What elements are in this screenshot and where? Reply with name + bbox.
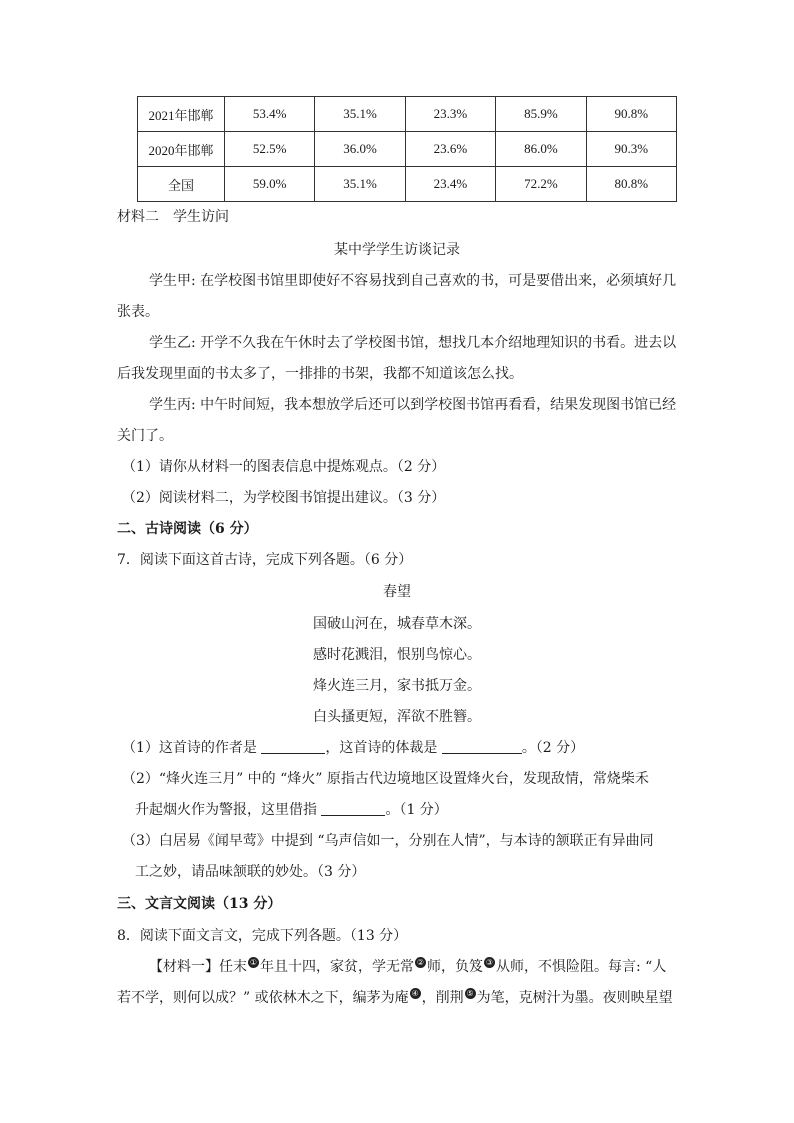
passage-text: 年且十四，家贫，学无常 [260,959,414,975]
table-cell: 59.0% [225,167,315,202]
table-cell: 36.0% [315,132,405,167]
table-row [138,132,677,167]
student-yi-line-2: 后我发现里面的书太多了，一排排的书架，我都不知道该怎么找。 [117,366,523,382]
question-7-3-line-2: 工之妙，请品味颔联的妙处。（3 分） [135,864,366,880]
question-text: 升起烟火作为警报，这里借指 [135,802,322,818]
table-row [138,97,677,132]
student-bing-line-1: 学生丙: 中午时间短，我本想放学后还可以到学校图书馆再看看，结果发现图书馆已经 [149,397,677,413]
answer-blank-genre[interactable] [442,739,522,754]
poem-line: 感时花溅泪，恨别鸟惊心。 [313,647,481,663]
section-two-heading: 二、古诗阅读（6 分） [117,521,258,537]
passage-text: 为笔，克树汁为墨。夜则映星望 [476,990,673,1006]
table-cell: 86.0% [496,132,586,167]
passage-line-1 [149,957,666,977]
footnote-marker: ② [416,958,425,967]
question-text: （1）这首诗的作者是 [122,740,262,756]
question-text: 。（1 分） [385,802,448,818]
question-text: ，这首诗的体裁是 [325,740,442,756]
row-label: 2020年邯郸 [138,132,225,167]
table-cell: 23.4% [405,167,495,202]
table-cell: 72.2% [496,167,586,202]
footnote-marker: ③ [485,958,494,967]
material-two-heading: 材料二 学生访问 [117,209,229,225]
question-7-2-line-2 [135,800,448,820]
answer-blank-beacon[interactable] [321,801,385,816]
question-7-3-line-1: （3）白居易《闻早莺》中提到 “乌声信如一，分别在人情”，与本诗的颔联正有异曲同 [122,833,654,849]
row-label: 2021年邯郸 [138,97,225,132]
student-jia-line-1: 学生甲: 在学校图书馆里即使好不容易找到自己喜欢的书，可是要借出来，必须填好几 [149,273,677,289]
passage-text: 师，负笈 [427,959,483,975]
passage-text: 【材料一】任末 [149,959,247,975]
table-cell: 90.8% [586,97,676,132]
interview-title: 某中学学生访谈记录 [334,242,460,258]
passage-line-2 [117,988,673,1008]
table-row [138,167,677,202]
question-7-2-line-1: （2）“烽火连三月” 中的 “烽火” 原指古代边境地区设置烽火台，发现敌情，常烧柴禾 [122,771,649,787]
question-7-1 [122,738,584,758]
table-cell: 53.4% [225,97,315,132]
student-jia-line-2: 张表。 [117,304,159,320]
footnote-marker: ④ [411,989,419,998]
question-8: 8．阅读下面文言文，完成下列各题。（13 分） [117,928,408,944]
passage-text: 从师，不惧险阻。每言: “人 [496,959,667,975]
table-cell: 52.5% [225,132,315,167]
question-6-2: （2）阅读材料二，为学校图书馆提出建议。（3 分） [122,490,446,506]
footnote-marker: ⑤ [466,989,474,998]
table-cell: 23.6% [405,132,495,167]
student-bing-line-2: 关门了。 [117,428,173,444]
table-cell: 85.9% [496,97,586,132]
question-7: 7．阅读下面这首古诗，完成下列各题。（6 分） [117,552,413,568]
poem-line: 白头搔更短，浑欲不胜簪。 [313,709,481,725]
poem-line: 国破山河在，城春草木深。 [313,616,481,632]
poem-line: 烽火连三月，家书抵万金。 [313,678,481,694]
student-yi-line-1: 学生乙: 开学不久我在午休时去了学校图书馆，想找几本介绍地理知识的书看。进去以 [149,335,677,351]
passage-text: ，削荆 [421,990,464,1006]
passage-text: 若不学，则何以成？” 或依林木之下，编茅为庵 [117,990,409,1006]
table-cell: 80.8% [586,167,676,202]
question-text: 。（2 分） [521,740,585,756]
table-cell: 35.1% [315,167,405,202]
poem-title: 春望 [383,584,411,600]
table-cell: 90.3% [586,132,676,167]
answer-blank-author[interactable] [261,739,325,754]
row-label: 全国 [138,167,225,202]
section-three-heading: 三、文言文阅读（13 分） [117,896,282,912]
table-cell: 35.1% [315,97,405,132]
question-6-1: （1）请你从材料一的图表信息中提炼观点。（2 分） [122,459,446,475]
survey-table [137,96,677,202]
table-cell: 23.3% [405,97,495,132]
footnote-marker: ① [249,958,258,967]
